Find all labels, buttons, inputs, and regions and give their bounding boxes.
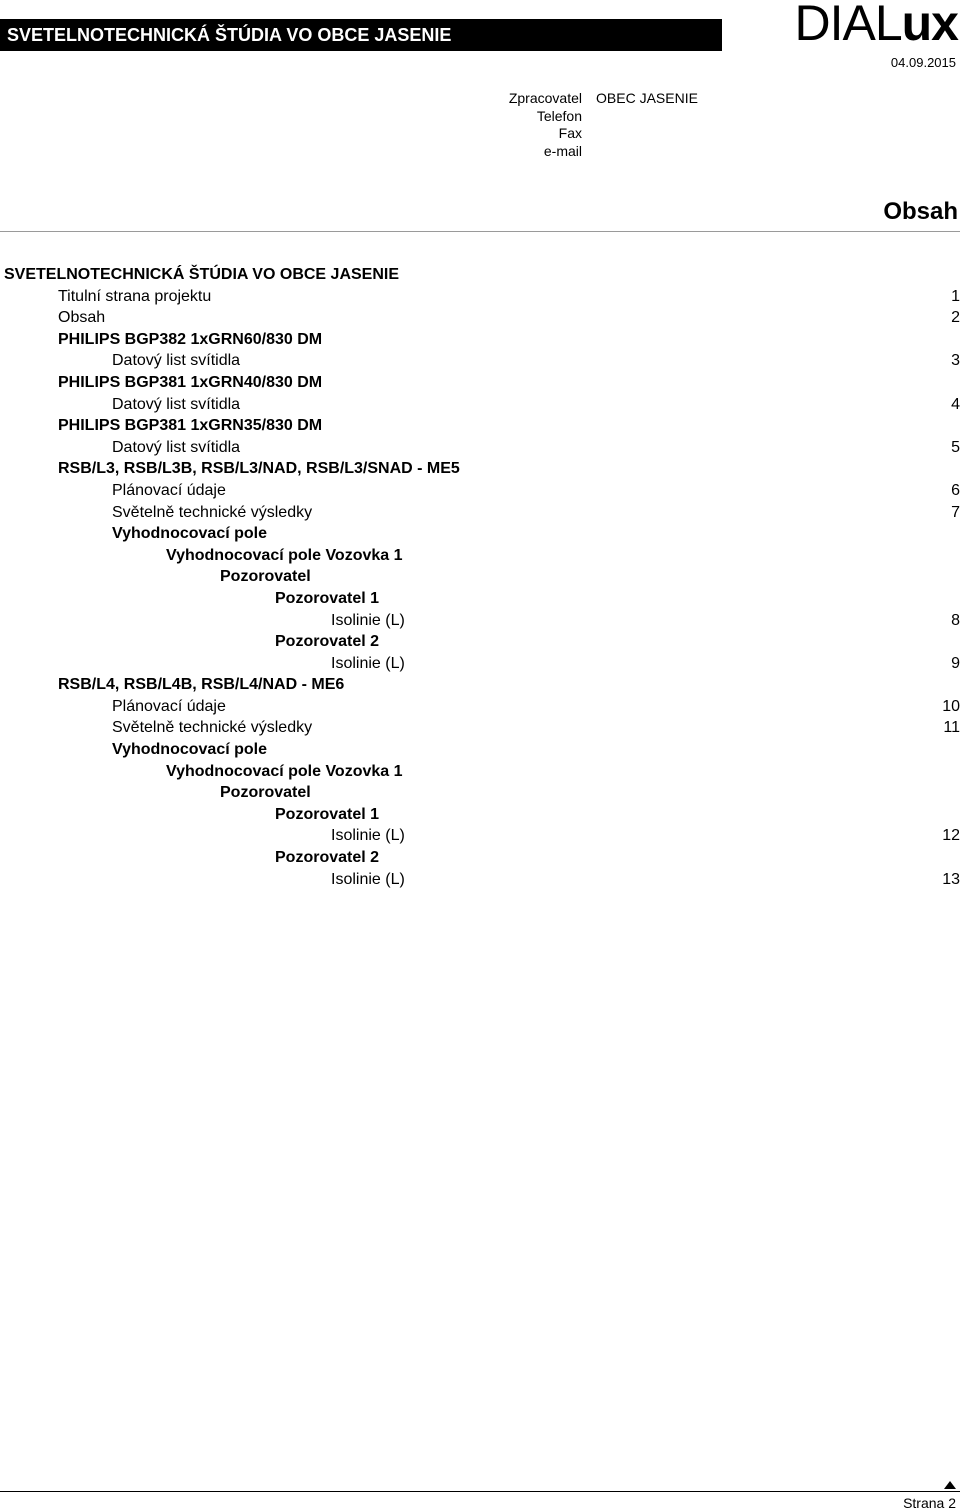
toc-entry-page: 2 [951, 309, 960, 327]
logo-text-light: DIAL [794, 0, 902, 51]
toc-entry-label: Datový list svítidla [112, 438, 241, 456]
toc-entry-label: Isolinie (L) [331, 611, 405, 629]
toc-entry[interactable] [4, 415, 960, 437]
toc-entry[interactable] [4, 523, 960, 545]
dialux-logo [794, 0, 958, 50]
toc-entry[interactable] [4, 631, 960, 653]
toc-entry-label: Titulní strana projektu [58, 287, 212, 305]
toc-entry[interactable] [4, 696, 960, 718]
toc-entry[interactable] [4, 350, 960, 372]
toc-entry-label: Datový list svítidla [112, 352, 241, 370]
toc-entry-label: Isolinie (L) [331, 827, 405, 845]
toc-entry[interactable] [4, 458, 960, 480]
toc-entry[interactable] [4, 437, 960, 459]
toc-entry-label: Pozorovatel [220, 568, 311, 586]
toc-entry[interactable] [4, 782, 960, 804]
toc-entry-page: 4 [951, 395, 960, 413]
toc-entry-label: Obsah [58, 309, 106, 327]
toc-entry-label: Vyhodnocovací pole [112, 741, 267, 759]
toc-entry-page: 9 [951, 654, 960, 672]
toc-entry-label: Isolinie (L) [331, 870, 405, 888]
table-of-contents [4, 264, 960, 890]
toc-entry[interactable] [4, 502, 960, 524]
toc-entry[interactable] [4, 286, 960, 308]
toc-entry-label: PHILIPS BGP381 1xGRN35/830 DM [58, 417, 323, 435]
toc-entry[interactable] [4, 329, 960, 351]
toc-entry[interactable] [4, 566, 960, 588]
toc-entry-page: 6 [951, 481, 960, 499]
toc-entry-label: Pozorovatel [220, 784, 311, 802]
toc-entry-label: Světelně technické výsledky [112, 503, 313, 521]
toc-entry-label: Datový list svítidla [112, 395, 241, 413]
contact-values [596, 90, 698, 108]
toc-entry[interactable] [4, 739, 960, 761]
contact-label-email: e-mail [543, 142, 582, 159]
toc-entry[interactable] [4, 610, 960, 632]
toc-entry-label: Pozorovatel 1 [275, 805, 380, 823]
toc-entry-label: SVETELNOTECHNICKÁ ŠTÚDIA VO OBCE JASENIE [4, 266, 400, 283]
toc-entry[interactable] [4, 480, 960, 502]
toc-entry-label: RSB/L3, RSB/L3B, RSB/L3/NAD, RSB/L3/SNAD - ME5 [58, 460, 460, 478]
section-title: Obsah [883, 198, 958, 225]
toc-entry-label: Světelně technické výsledky [112, 719, 313, 737]
contact-label-phone: Telefon [536, 107, 582, 124]
toc-entry[interactable] [4, 588, 960, 610]
contact-labels [420, 90, 582, 160]
toc-entry-page: 8 [951, 611, 960, 629]
toc-entry-page: 12 [942, 827, 960, 845]
toc-entry-label: PHILIPS BGP381 1xGRN40/830 DM [58, 373, 323, 391]
toc-entry-label: Pozorovatel 2 [275, 849, 380, 867]
toc-entry-label: PHILIPS BGP382 1xGRN60/830 DM [58, 330, 323, 348]
toc-entry-page: 13 [942, 870, 960, 888]
toc-entry[interactable] [4, 825, 960, 847]
footer-page-number: Strana 2 [903, 1495, 956, 1511]
toc-entry-page: 7 [951, 503, 960, 521]
footer-divider [0, 1491, 960, 1492]
toc-entry-label: Pozorovatel 2 [275, 633, 380, 651]
toc-entry[interactable] [4, 674, 960, 696]
toc-entry[interactable] [4, 717, 960, 739]
document-date: 04.09.2015 [890, 55, 956, 70]
logo-text-bold: ux [901, 0, 958, 51]
toc-entry[interactable] [4, 653, 960, 675]
toc-entry-label: Vyhodnocovací pole Vozovka 1 [166, 762, 403, 780]
toc-entry[interactable] [4, 761, 960, 783]
toc-entry[interactable] [4, 264, 960, 286]
toc-entry-page: 3 [951, 352, 960, 370]
toc-entry-label: RSB/L4, RSB/L4B, RSB/L4/NAD - ME6 [58, 676, 345, 694]
toc-entry[interactable] [4, 545, 960, 567]
contact-label-fax: Fax [558, 125, 582, 141]
toc-entry[interactable] [4, 847, 960, 869]
toc-entry-label: Vyhodnocovací pole [112, 525, 267, 543]
toc-entry-page: 10 [942, 697, 960, 715]
toc-entry-label: Pozorovatel 1 [275, 589, 380, 607]
up-arrow-icon [944, 1481, 956, 1489]
toc-entry-label: Vyhodnocovací pole Vozovka 1 [166, 546, 403, 564]
contact-value-processor: OBEC JASENIE [596, 90, 698, 106]
toc-entry[interactable] [4, 372, 960, 394]
toc-entry-label: Plánovací údaje [112, 697, 226, 715]
document-header-title: SVETELNOTECHNICKÁ ŠTÚDIA VO OBCE JASENIE [0, 19, 722, 51]
toc-entry-page: 5 [951, 438, 960, 456]
toc-entry-label: Plánovací údaje [112, 481, 226, 499]
toc-entry[interactable] [4, 804, 960, 826]
toc-entry-label: Isolinie (L) [331, 654, 405, 672]
toc-entry-page: 11 [943, 719, 960, 737]
toc-entry[interactable] [4, 307, 960, 329]
contact-label-processor: Zpracovatel [508, 90, 582, 106]
toc-entry-page: 1 [951, 287, 960, 305]
section-divider [0, 231, 960, 232]
toc-entry[interactable] [4, 394, 960, 416]
toc-entry[interactable] [4, 869, 960, 891]
